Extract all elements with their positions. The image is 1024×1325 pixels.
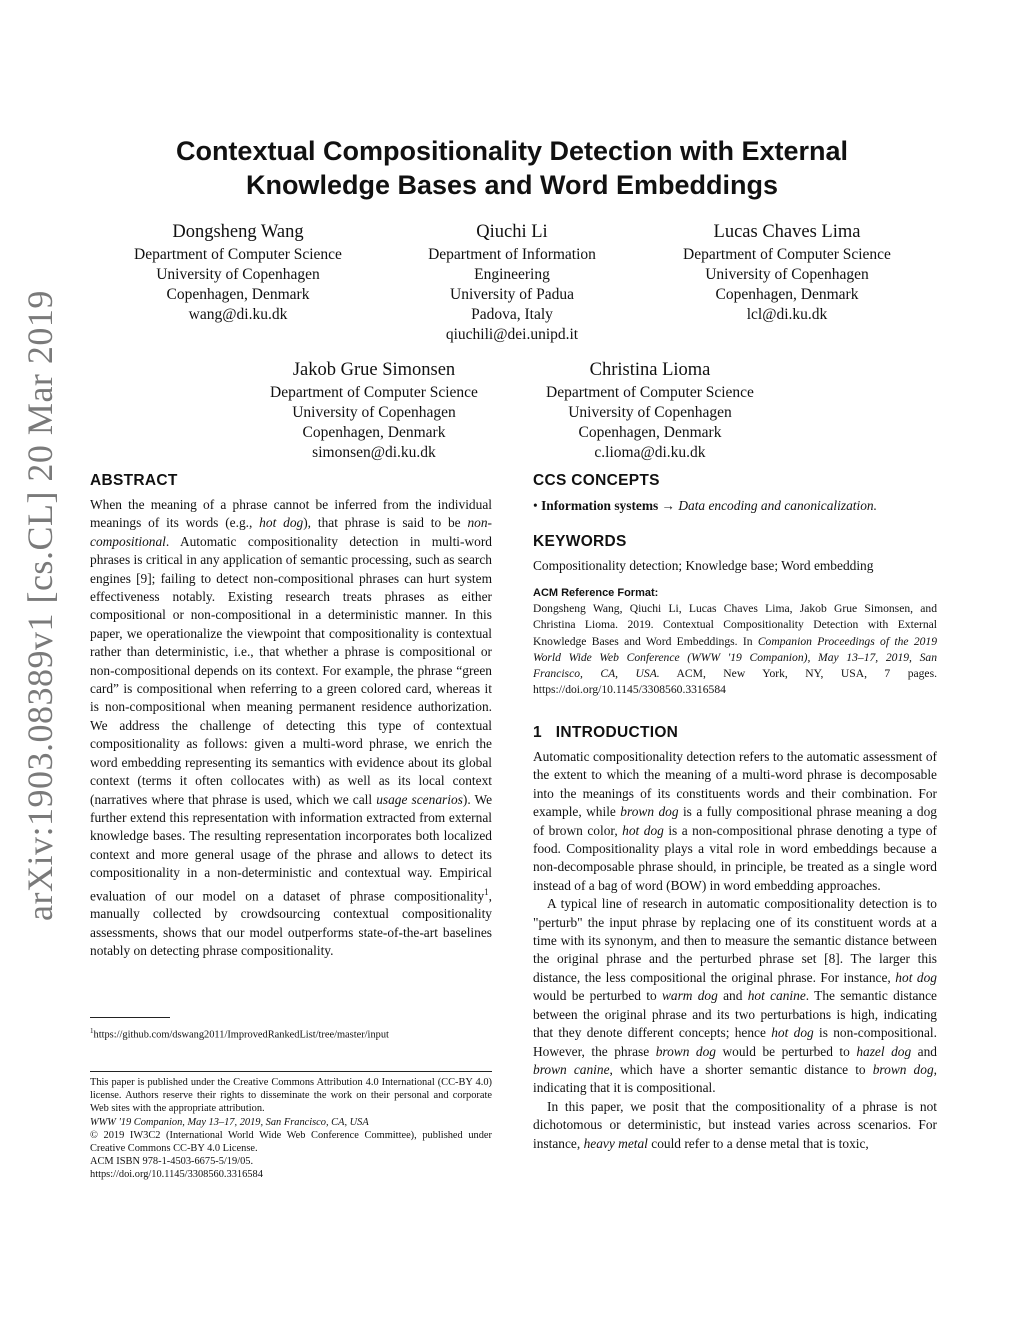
acm-reference-heading: ACM Reference Format: xyxy=(533,587,659,599)
abstract-emphasis: hot dog xyxy=(259,515,304,531)
author-affiliation: Copenhagen, Denmark xyxy=(715,286,859,303)
intro-body xyxy=(533,748,937,1153)
title-line-2: Knowledge Bases and Word Embeddings xyxy=(245,170,779,200)
author-affiliation: University of Copenhagen xyxy=(705,266,869,283)
author-email: c.lioma@di.ku.dk xyxy=(594,444,706,461)
author-name: Qiuchi Li xyxy=(476,222,548,242)
footnote-link[interactable]: https://github.com/dswang2011/ImprovedRankedList/tree/master/input xyxy=(93,1029,389,1041)
author-name: Dongsheng Wang xyxy=(172,222,304,242)
author-affiliation: Copenhagen, Denmark xyxy=(302,424,446,441)
acm-reference-venue: Companion Proceedings of the 2019 World Wide Web Conference (WWW '19 Companion), May 13–17, 2019, San Francisco, CA, USA. xyxy=(533,634,938,681)
footnote-number: 1 xyxy=(90,1027,94,1035)
author-affiliation: Department of Computer Science xyxy=(134,246,342,263)
arrow-icon: → xyxy=(661,498,675,513)
intro-heading xyxy=(533,724,678,742)
acm-reference-text: ACM, New York, NY, USA, 7 pages. https://doi.org/10.1145/3308560.3316584 xyxy=(533,667,937,697)
author-affiliation: Department of Computer Science xyxy=(270,384,478,401)
author-affiliation: Department of Computer Science xyxy=(683,246,891,263)
acm-reference-text: Dongsheng Wang, Qiuchi Li, Lucas Chaves Lima, Jakob Grue Simonsen, and Christina Lioma. 2019. Contextual Compositionality Detection with External Knowledge Bases and Word Embeddings. In xyxy=(533,602,937,648)
abstract-emphasis: non-compositional xyxy=(90,515,492,549)
abstract-text: ). We further extend this representation with information extracted from external knowledge bases. The resulting representation incorporates both localized context and more general usage of the phrase and allows to detect its compositionality in a non-deterministic and contextual way. Empirical evaluation of our model on a dataset of phrase compositionality xyxy=(90,791,493,903)
footnote-rule xyxy=(90,1017,170,1018)
license-block xyxy=(90,1076,492,1182)
arxiv-stamp: arXiv:1903.08389v1 [cs.CL] 20 Mar 2019 xyxy=(20,290,60,921)
ccs-concepts xyxy=(533,497,937,515)
section-number: 1 xyxy=(533,724,542,741)
author-affiliation: Department of Information xyxy=(428,246,596,263)
author-affiliation: Padova, Italy xyxy=(471,306,553,323)
abstract-text: . Automatic compositionality detection in multi-word phrases is critical in any application of semantic processing, such as search engines [9]; failing to detect non-compositional phrases can hurt system effectiveness notably. Existing research treats phrases as either compositional or non-compositional in a deterministic manner. In this paper, we operationalize the viewpoint that compositionality is contextual rather than deterministic, i.e., that whether a phrase is compositional or non-compositional depends on its context. For example, the phrase “green card” is compositional when referring to a green colored card, whereas it is non-compositional when meaning permanent residence authorization. We address the challenge of detecting this type of contextual compositionality as follows: given a multi-word phrase, we enrich the word embedding representing its semantics with evidence about its global context (terms it often collocates with) as well as its local context (narratives where that phrase is used, which we call xyxy=(90,533,492,807)
abstract-text: , manually collected by crowdsourcing contextual compositionality assessments, shows that our model outperforms state-of-the-art baselines notably on detecting phrase compositionality. xyxy=(90,888,492,959)
ccs-category: Information systems xyxy=(541,498,659,513)
license-text: This paper is published under the Creative Commons Attribution 4.0 International (CC-BY 4.0) license. Authors reserve their rights to disseminate the work on their personal and corporate Web sites with the appropriate attribution. xyxy=(90,1077,492,1115)
author-affiliation: Engineering xyxy=(474,266,550,283)
section-title: INTRODUCTION xyxy=(555,724,679,741)
footnote-marker: 1 xyxy=(484,886,489,897)
bullet: • xyxy=(533,498,538,513)
author-block xyxy=(510,358,790,463)
author-affiliation: Department of Computer Science xyxy=(546,384,754,401)
intro-paragraph: Automatic compositionality detection refers to the automatic assessment of the extent to which the meaning of a multi-word phrase is decomposable into the meanings of its constituents words and their combination. For example, while brown dog is a fully compositional phrase meaning a dog of brown color, hot dog is a non-compositional phrase denoting a type of food. Compositionality plays a vital role in word embeddings because a non-decomposable phrase should, in principle, be treated as a single word instead of a bag of word (BOW) in word embedding approaches. xyxy=(533,749,938,893)
isbn-line: ACM ISBN 978-1-4503-6675-5/19/05. xyxy=(90,1156,254,1168)
author-email: lcl@di.ku.dk xyxy=(746,306,828,323)
author-block xyxy=(98,220,378,325)
author-email: wang@di.ku.dk xyxy=(188,306,288,323)
author-name: Lucas Chaves Lima xyxy=(713,222,861,242)
author-email: simonsen@di.ku.dk xyxy=(312,444,436,461)
intro-paragraph: In this paper, we posit that the compositionality of a phrase is not dichotomous or deterministic, but instead varies across scenarios. For instance, heavy metal could refer to a dense metal that is toxic, xyxy=(533,1098,937,1151)
author-name: Jakob Grue Simonsen xyxy=(292,360,456,380)
author-block xyxy=(234,358,514,463)
copyright-line: © 2019 IW3C2 (International World Wide Web Conference Committee), published under Creative Commons CC-BY 4.0 License. xyxy=(90,1129,492,1155)
author-affiliation: University of Padua xyxy=(450,286,574,303)
abstract-emphasis: usage scenarios xyxy=(376,791,463,807)
footnote xyxy=(90,1025,492,1042)
abstract-body xyxy=(90,496,492,961)
author-block xyxy=(392,220,632,345)
doi-link[interactable]: https://doi.org/10.1145/3308560.3316584 xyxy=(90,1169,263,1181)
keywords-heading: KEYWORDS xyxy=(533,533,627,550)
author-affiliation: Copenhagen, Denmark xyxy=(166,286,310,303)
keywords-text: Compositionality detection; Knowledge base; Word embedding xyxy=(533,558,874,573)
title-line-1: Contextual Compositionality Detection with External xyxy=(175,136,849,166)
paper-title xyxy=(100,134,924,202)
author-affiliation: Copenhagen, Denmark xyxy=(578,424,722,441)
ccs-heading: CCS CONCEPTS xyxy=(533,472,660,489)
author-affiliation: University of Copenhagen xyxy=(156,266,320,283)
author-name: Christina Lioma xyxy=(589,360,711,380)
license-rule xyxy=(90,1071,492,1072)
abstract-heading: ABSTRACT xyxy=(90,472,178,489)
author-email: qiuchili@dei.unipd.it xyxy=(445,326,579,343)
intro-paragraph: A typical line of research in automatic compositionality detection is to "perturb" the input phrase by replacing one of its constituent words at a time with its synonym, and then to measure the semantic distance between the original phrase and the perturbed phrase set [8]. The larger this distance, the less compositional the original phrase. For instance, hot dog would be perturbed to warm dog and hot canine. The semantic distance between the original phrase and its two perturbations is high, indicating that they denote different concepts; hence hot dog is non-compositional. However, the phrase brown dog would be perturbed to hazel dog and brown canine, which have a shorter semantic distance to brown dog, indicating that it is compositional. xyxy=(533,896,938,1096)
conference-line: WWW '19 Companion, May 13–17, 2019, San Francisco, CA, USA xyxy=(90,1116,369,1128)
abstract-text: ), that phrase is said to be xyxy=(303,515,468,531)
ccs-concept: Data encoding and canonicalization. xyxy=(678,498,877,513)
author-affiliation: University of Copenhagen xyxy=(568,404,732,421)
abstract-text: When the meaning of a phrase cannot be inferred from the individual meanings of its words (e.g., xyxy=(90,497,492,531)
author-affiliation: University of Copenhagen xyxy=(292,404,456,421)
author-block xyxy=(646,220,928,325)
acm-reference xyxy=(533,585,937,698)
